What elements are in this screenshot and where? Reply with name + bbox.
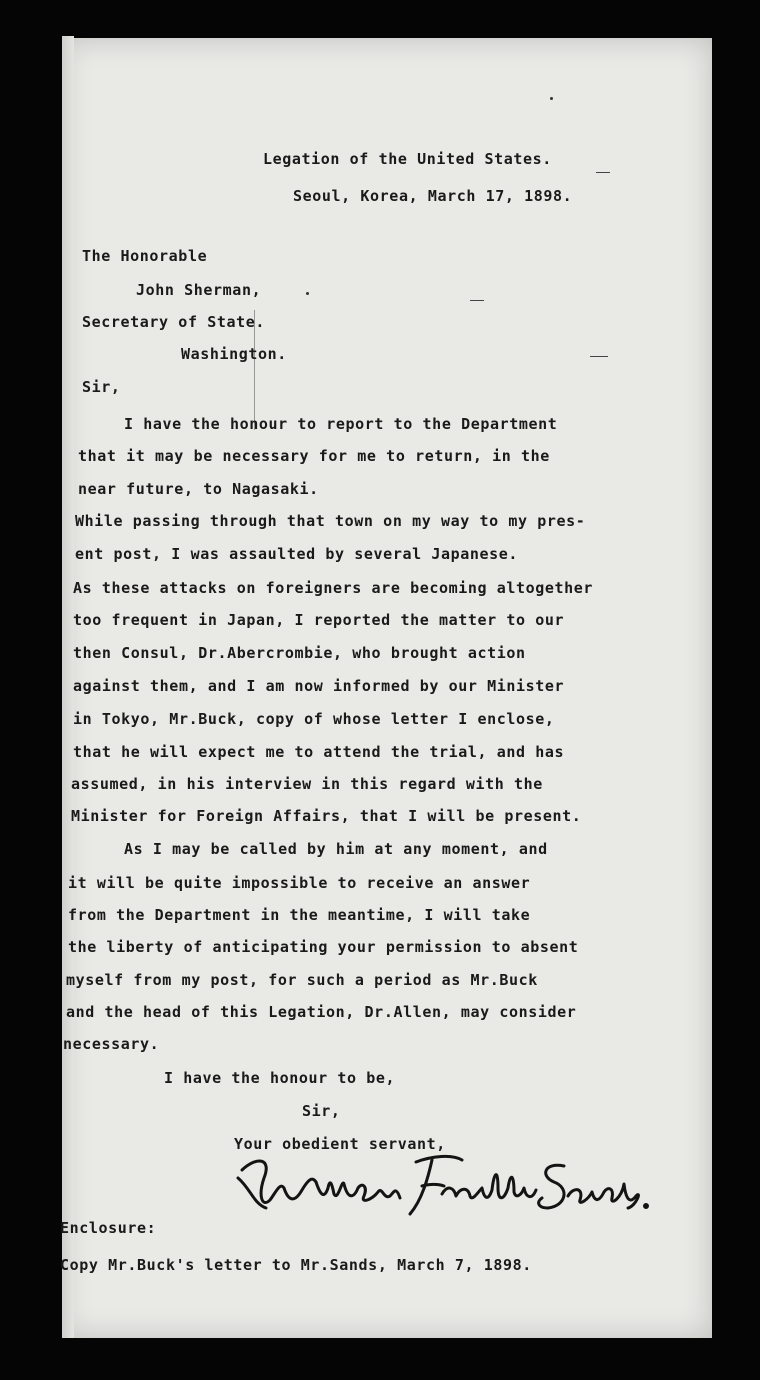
body-line: against them, and I am now informed by our Minister <box>73 677 565 695</box>
body-line: assumed, in his interview in this regard with the <box>71 775 543 793</box>
closing-line: I have the honour to be, <box>164 1069 396 1087</box>
stray-dot <box>550 97 553 100</box>
body-line: necessary. <box>63 1035 160 1053</box>
body-line: the liberty of anticipating your permission to absent <box>68 938 579 956</box>
body-line: and the head of this Legation, Dr.Allen, may consider <box>66 1003 577 1021</box>
addressee-name: John Sherman, <box>136 281 262 299</box>
body-line: near future, to Nagasaki. <box>78 480 319 498</box>
addressee-city: Washington. <box>181 345 287 363</box>
stray-mark <box>470 300 484 301</box>
body-line: While passing through that town on my way to my pres- <box>75 512 586 530</box>
closing-sir: Sir, <box>302 1102 341 1120</box>
body-line: it will be quite impossible to receive an answer <box>68 874 531 892</box>
salutation: Sir, <box>82 378 121 396</box>
body-line: from the Department in the meantime, I will take <box>68 906 531 924</box>
body-line: As I may be called by him at any moment, and <box>124 840 548 858</box>
body-line: Minister for Foreign Affairs, that I will be present. <box>71 807 582 825</box>
handwritten-signature <box>232 1148 652 1228</box>
body-line: then Consul, Dr.Abercrombie, who brought action <box>73 644 526 662</box>
letterhead-legation: Legation of the United States. <box>263 150 552 168</box>
body-line: ent post, I was assaulted by several Japanese. <box>75 545 519 563</box>
body-line: in Tokyo, Mr.Buck, copy of whose letter I enclose, <box>73 710 555 728</box>
body-line: that it may be necessary for me to return, in the <box>78 447 550 465</box>
body-line: I have the honour to report to the Department <box>124 415 558 433</box>
body-line: too frequent in Japan, I reported the matter to our <box>73 611 565 629</box>
stray-mark <box>596 172 610 173</box>
stray-mark <box>590 356 608 357</box>
enclosure-item: Copy Mr.Buck's letter to Mr.Sands, March 7, 1898. <box>60 1256 532 1274</box>
letterhead-date: Seoul, Korea, March 17, 1898. <box>293 187 573 205</box>
closing-servant: Your obedient servant, <box>234 1135 446 1153</box>
body-line: myself from my post, for such a period as Mr.Buck <box>66 971 538 989</box>
addressee-title: The Honorable <box>82 247 208 265</box>
addressee-office: Secretary of State. <box>82 313 265 331</box>
stray-dot <box>306 292 309 295</box>
enclosure-label: Enclosure: <box>60 1219 157 1237</box>
body-line: that he will expect me to attend the trial, and has <box>73 743 565 761</box>
body-line: As these attacks on foreigners are becoming altogether <box>73 579 594 597</box>
